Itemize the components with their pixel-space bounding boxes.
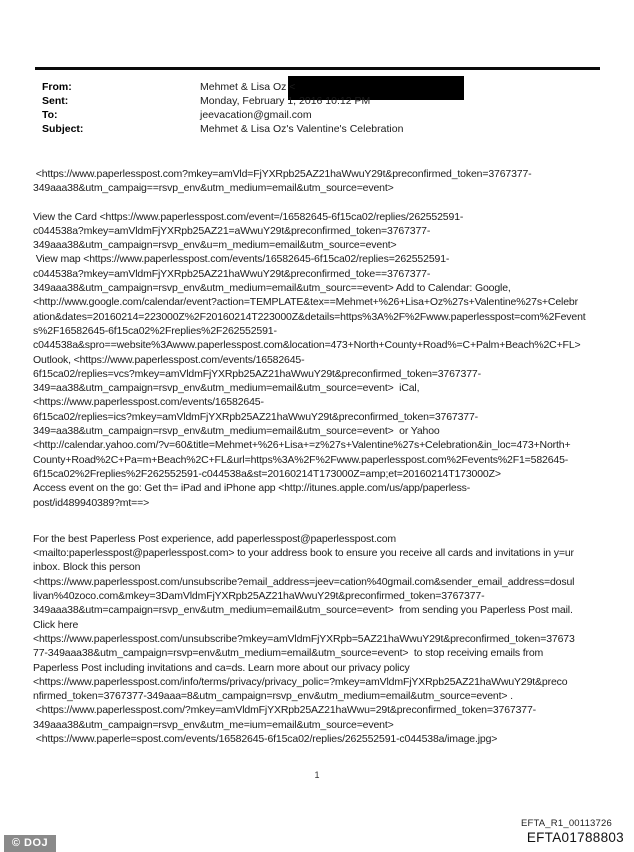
body-line: <https://www.paperlesspost.com?mkey=amVld=FjYXRpb25AZ21haWwuY29t&preconfirmed_token=3767377-: [33, 168, 532, 180]
header-row-from: [42, 80, 602, 94]
body-line: 349=aa38&utm_campaign=rsvp_env&utm_medium=email&utm_source=event> iCal,: [33, 382, 420, 395]
body-line: 349aaa38&utm_campaign=rsvp_env&utm_medium=email&utm_sourc==event> Add to Calendar: Google,: [33, 282, 511, 295]
header-field-value: Mehmet & Lisa Oz <: [200, 81, 296, 93]
header-field-label: From:: [42, 81, 72, 93]
email-header: [42, 80, 602, 136]
body-line: For the best Paperless Post experience, add paperlesspost@paperlesspost.com: [33, 532, 397, 545]
header-field-label: To:: [42, 109, 58, 121]
page-number: 1: [314, 770, 320, 780]
body-line: <https://www.paperlesspost.com/unsubscribe?mkey=amVldmFjYXRpb=5AZ21haWwuY29t&preconfirmed_token=37673: [33, 632, 575, 645]
body-line: inbox. Block this person: [33, 561, 141, 574]
body-line: 349aaa38&utm_campaign=rsvp_env&u=m_medium=email&utm_source=event>: [33, 239, 397, 252]
doj-watermark-badge: © DOJ: [4, 835, 56, 852]
header-field-label: Subject:: [42, 123, 84, 135]
body-line: 349aaa38&utm_campaig==rsvp_env&utm_medium=email&utm_source=event>: [33, 182, 394, 195]
header-field-value: Mehmet & Lisa Oz's Valentine's Celebration: [200, 123, 404, 135]
body-line: County+Road%2C+Pa=m+Beach%2C+FL&url=https%3A%2F%2Fwww.paperlesspost.com%2Fevents%2F1=582645-: [33, 453, 569, 466]
body-line: Access event on the go: Get th= iPad and iPhone app <http://itunes.apple.com/us/app/paperless-: [33, 482, 471, 495]
body-line: 349aaa38&utm=campaign=rsvp_env&utm_medium=email&utm_source=event> from sending you Paperless Post mail.: [33, 604, 573, 617]
header-field-label: Sent:: [42, 95, 69, 107]
body-line: s%2F16582645-6f15ca02%2Freplies%2F262552591-: [33, 324, 277, 337]
body-line: <mailto:paperlesspost@paperlesspost.com> to your address book to ensure you receive all cards and invitations in y=ur: [33, 547, 574, 560]
body-line: Click here: [33, 618, 79, 631]
body-line: <https://www.paperlesspost.com/info/terms/privacy/privacy_polic=?mkey=amVldmFjYXRpb25AZ21haWwuY29t&preco: [33, 675, 568, 688]
body-line: <https://www.paperlesspost.com/unsubscribe?email_address=jeev=cation%40gmail.com&sender_email_address=dosul: [33, 575, 575, 588]
body-paragraph: [33, 210, 611, 510]
body-line: View the Card <https://www.paperlesspost.com/event=/16582645-6f15ca02/replies/262552591-: [33, 210, 464, 223]
header-field-value: jeevacation@gmail.com: [200, 109, 312, 121]
body-line: c044538a?mkey=amVldmFjYXRpb25AZ21=aWwuY29t&preconfirmed_token=3767377-: [33, 224, 431, 237]
body-line: 6f15ca02%2Freplies%2F262552591-c044538a&st=20160214T173000Z=amp;et=20160214T173000Z>: [33, 467, 501, 480]
body-line: 349=aa38&utm_campaign=rsvp_env&utm_medium=email&utm_source=event> or Yahoo: [33, 425, 440, 438]
body-line: <https://www.paperlesspost.com/?mkey=amVldmFjYXRpb25AZ21haWwu=29t&preconfirmed_token=3767377-: [33, 704, 537, 717]
body-line: c044538a&spro==website%3Awww.paperlesspost.com&location=473+North+County+Road%=C+Palm+Beach%2C+FL>: [33, 339, 581, 352]
header-field-value: Monday, February 1, 2016 10:12 PM: [200, 95, 371, 107]
header-row-subject: [42, 122, 602, 136]
body-line: 77-349aaa38&utm_campaign=rsvp=env&utm_medium=email&utm_source=event> to stop receiving emails from: [33, 647, 544, 660]
header-row-sent: [42, 94, 602, 108]
body-line: View map <https://www.paperlesspost.com/events/16582645-6f15ca02/replies=262552591-: [33, 253, 450, 266]
body-line: 349aaa38&utm_campaign=rsvp_env&utm_me=ium=email&utm_source=event>: [33, 718, 394, 731]
body-line: 6f15ca02/replies=ics?mkey=amVldmFjYXRpb25AZ21haWwuY29t&preconfirmed_token=3767377-: [33, 410, 478, 423]
body-line: 6f15ca02/replies=vcs?mkey=amVldmFjYXRpb25AZ21haWwuY29t&preconfirmed_token=3767377-: [33, 367, 481, 380]
body-line: Outlook, <https://www.paperlesspost.com/events/16582645-: [33, 353, 305, 366]
body-line: c044538a?mkey=amVldmFjYXRpb25AZ21haWwuY29t&preconfirmed_toke==3767377-: [33, 267, 431, 280]
body-line: ation&dates=20160214=223000Z%2F20160214T223000Z&details=https%3A%2F%2Fwww.paperlesspost=com%2Fevent: [33, 310, 586, 323]
bates-numbers: [521, 818, 624, 845]
body-line: nfirmed_token=3767377-349aaa=8&utm_campaign=rsvp_env&utm_medium=email&utm_source=event> .: [33, 690, 513, 703]
body-line: <https://www.paperlesspost.com/events/16582645-: [33, 396, 264, 409]
body-line: livan%40zoco.com&mkey=3DamVldmFjYXRpb25AZ21haWwuY29t&preconfirmed_token=3767377-: [33, 590, 485, 603]
header-row-to: [42, 108, 602, 122]
bates-number-r1: EFTA_R1_00113726: [520, 818, 612, 829]
body-paragraph: [33, 532, 611, 746]
header-divider-rule: [35, 67, 600, 70]
body-line: <http://www.google.com/calendar/event?action=TEMPLATE&tex==Mehmet+%26+Lisa+Oz%27s+Valentine%27s+Celebr: [33, 296, 578, 309]
bates-number-efta: EFTA01788803: [526, 830, 624, 845]
body-line: Paperless Post including invitations and ca=ds. Learn more about our privacy policy: [33, 661, 410, 674]
body-line: <http://calendar.yahoo.com/?v=60&title=Mehmet+%26+Lisa+=z%27s+Valentine%27s+Celebration&in_loc=473+North+: [33, 439, 571, 452]
body-line: post/id489940389?mt==>: [33, 496, 150, 509]
body-paragraph: [33, 167, 611, 196]
body-line: <https://www.paperle=spost.com/events/16582645-6f15ca02/replies/262552591-c044538a/image.jpg>: [33, 732, 498, 745]
email-body: [33, 167, 611, 746]
